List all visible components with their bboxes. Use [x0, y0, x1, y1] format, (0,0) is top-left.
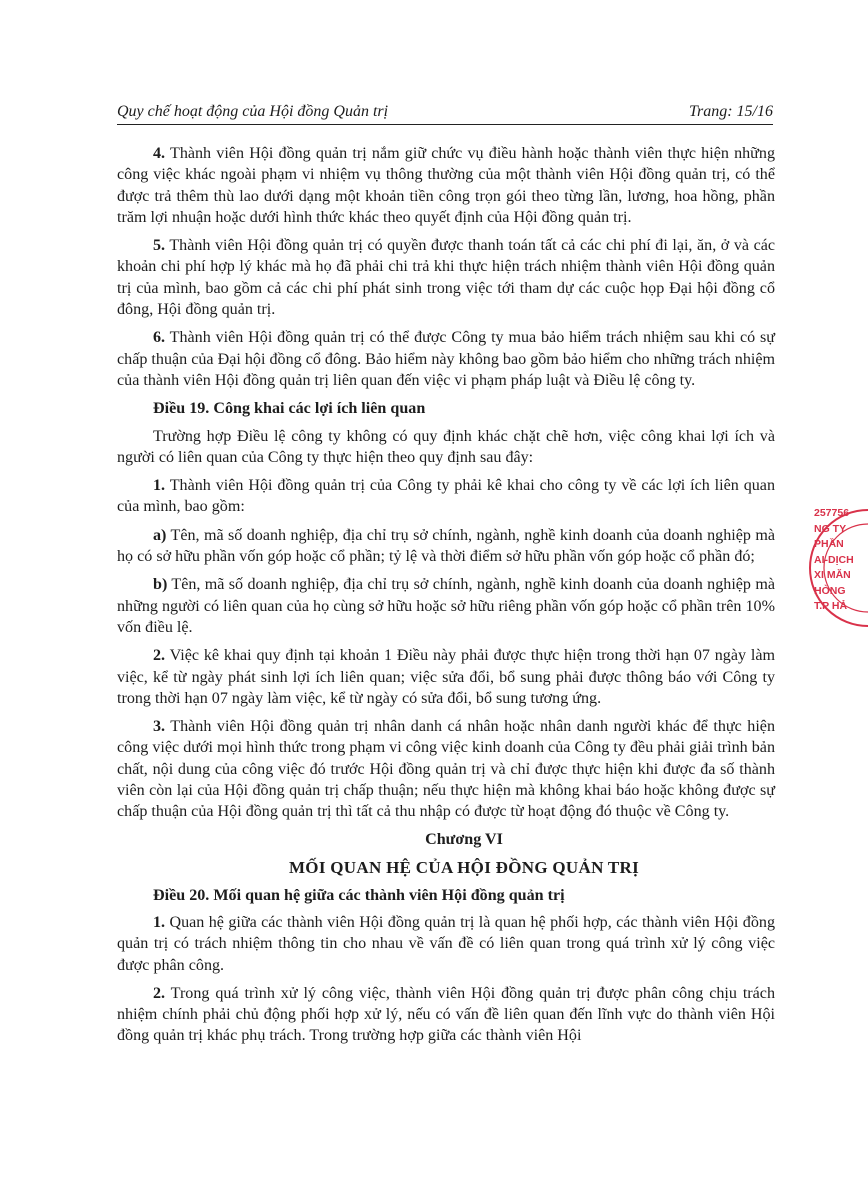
article-19-item-a: a) Tên, mã số doanh nghiệp, địa chỉ trụ sở chính, ngành, nghề kinh doanh của doanh nghiệp mà họ có sở hữu phần vốn góp hoặc cổ phần; tỷ lệ và thời điểm sở hữu phần vốn góp hoặc cổ phần đó;	[117, 526, 775, 566]
document-body	[117, 143, 775, 1054]
article-20-item-1: 1. Quan hệ giữa các thành viên Hội đồng quản trị là quan hệ phối hợp, các thành viên Hội đồng quản trị có trách nhiệm thông tin cho nhau về vấn đề có liên quan trong quá trình xử lý công việc được phân công.	[117, 913, 775, 974]
page-number: Trang: 15/16	[688, 103, 773, 120]
chapter-title: MỐI QUAN HỆ CỦA HỘI ĐỒNG QUẢN TRỊ	[288, 857, 640, 877]
article-20-item-2: 2. Trong quá trình xử lý công việc, thành viên Hội đồng quản trị được phân công chịu trách nhiệm chính phải chủ động phối hợp xử lý, nếu có vấn đề liên quan đến lĩnh vực do thành viên Hội đồng quản trị khác phụ trách. Trong trường hợp giữa các thành viên Hội	[117, 984, 775, 1045]
document-title: Quy chế hoạt động của Hội đồng Quản trị	[117, 103, 389, 120]
paragraph-6: 6. Thành viên Hội đồng quản trị có thể được Công ty mua bảo hiểm trách nhiệm sau khi có sự chấp thuận của Đại hội đồng cổ đông. Bảo hiểm này không bao gồm bảo hiểm cho những trách nhiệm của thành viên Hội đồng quản trị liên quan đến việc vi phạm pháp luật và Điều lệ công ty.	[117, 329, 775, 389]
article-19-item-1: 1. Thành viên Hội đồng quản trị của Công ty phải kê khai cho công ty về các lợi ích liên quan của mình, bao gồm:	[117, 477, 775, 516]
article-19-intro: Trường hợp Điều lệ công ty không có quy định khác chặt chẽ hơn, việc công khai lợi ích và người có liên quan của Công ty thực hiện theo quy định sau đây:	[117, 427, 775, 466]
article-19-item-2: 2. Việc kê khai quy định tại khoản 1 Điều này phải được thực hiện trong thời hạn 07 ngày làm việc, kể từ ngày phát sinh lợi ích liên quan; việc sửa đổi, bổ sung phải được thông báo với Công ty trong thời hạn 07 ngày làm việc, kể từ ngày có sửa đổi, bổ sung tương ứng.	[117, 647, 775, 707]
paragraph-5: 5. Thành viên Hội đồng quản trị có quyền được thanh toán tất cả các chi phí đi lại, ăn, ở và các khoản chi phí hợp lý khác mà họ đã phải chi trả khi thực hiện trách nhiệm thành viên Hội đồng quản trị của mình, bao gồm cả các chi phí phát sinh trong việc tới tham dự các cuộc họp Đại hội đồng cổ đông, Hội đồng quản trị.	[117, 237, 775, 319]
seal-text: 257756 NG TY PHẦN AI-DỊCH XI MĂN HÒNG T.P HẢ	[814, 507, 854, 612]
article-20-heading: Điều 20. Mối quan hệ giữa các thành viên Hội đồng quản trị	[153, 886, 565, 904]
company-seal-stamp	[808, 506, 868, 646]
chapter-number: Chương VI	[425, 830, 503, 848]
article-19-item-3: 3. Thành viên Hội đồng quản trị nhân danh cá nhân hoặc nhân danh người khác để thực hiện công việc dưới mọi hình thức trong phạm vi công việc kinh doanh của Công ty đều phải giải trình bản chất, nội dung của công việc đó trước Hội đồng quản trị và chỉ được thực hiện khi được đa số thành viên còn lại của Hội đồng quản trị chấp thuận; nếu thực hiện mà không khai báo hoặc không được sự chấp thuận của Hội đồng quản trị thì tất cả thu nhập có được từ hoạt động đó thuộc về Công ty.	[117, 718, 775, 821]
article-19-heading: Điều 19. Công khai các lợi ích liên quan	[153, 400, 426, 418]
page-header	[117, 102, 773, 125]
paragraph-4: 4. Thành viên Hội đồng quản trị nắm giữ chức vụ điều hành hoặc thành viên thực hiện những công việc khác ngoài phạm vi nhiệm vụ thông thường của một thành viên Hội đồng quản trị, có thể được trả thêm thù lao dưới dạng một khoản tiền công trọn gói theo từng lần, lương, hoa hồng, phần trăm lợi nhuận hoặc dưới hình thức khác theo quyết định của Hội đồng quản trị.	[117, 145, 775, 226]
article-19-item-b: b) Tên, mã số doanh nghiệp, địa chỉ trụ sở chính, ngành, nghề kinh doanh của doanh nghiệp mà những người có liên quan của họ cùng sở hữu hoặc sở hữu riêng phần vốn góp hoặc cổ phần trên 10% vốn điều lệ.	[117, 576, 775, 636]
